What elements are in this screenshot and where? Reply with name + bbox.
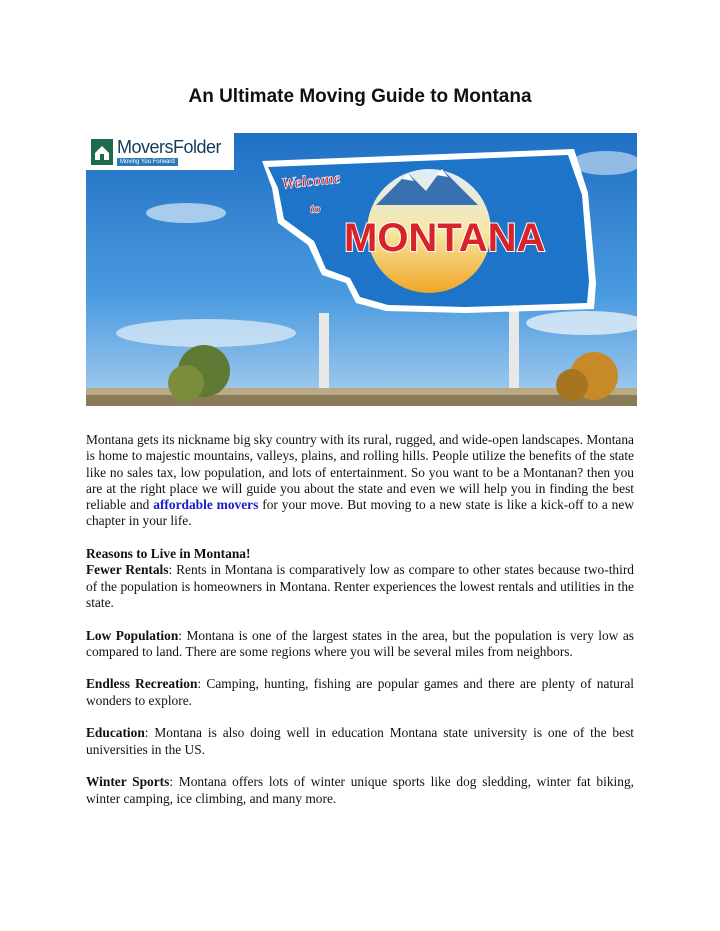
sign-state-text: MONTANA: [344, 216, 546, 260]
reason-paragraph: [86, 546, 634, 611]
reasons-heading: Reasons to Live in Montana!: [86, 546, 251, 562]
reason-paragraph: [86, 725, 634, 758]
reason-term: Fewer Rentals: [86, 562, 169, 578]
sign-to-text: to: [310, 202, 321, 217]
article-body: [86, 432, 634, 823]
reason-term: Education: [86, 725, 145, 741]
reason-text: : Montana is also doing well in education Montana state university is one of the best universities in the US.: [86, 725, 634, 757]
reason-term: Winter Sports: [86, 774, 170, 790]
sign-welcome-text: Welcome: [280, 169, 342, 193]
reason-paragraph: [86, 676, 634, 709]
reason-paragraph: [86, 774, 634, 807]
reason-paragraph: [86, 628, 634, 661]
house-icon: [91, 139, 113, 165]
moversfolder-logo: [86, 133, 234, 170]
reason-text: : Rents in Montana is comparatively low as compare to other states because two-third of the population is homeowners in Montana. Renter experiences the lowest rentals and utilities in the state.: [86, 562, 634, 610]
welcome-sign-photo: [86, 133, 637, 406]
reason-term: Low Population: [86, 627, 179, 643]
intro-paragraph: [86, 432, 634, 530]
page-title: An Ultimate Moving Guide to Montana: [188, 86, 532, 107]
affordable-movers-link[interactable]: affordable movers: [153, 497, 259, 513]
reason-text: : Camping, hunting, fishing are popular games and there are plenty of natural wonders to explore.: [86, 676, 634, 708]
intro-text-before: Montana gets its nickname big sky country with its rural, rugged, and wide-open landscapes. Montana is home to majestic mountains, valleys, plains, and rolling hills. People utilize the benefits of the state like no sales tax, low population, and lots of entertainment. So you want to be a Montanan? then you are at the right place we will guide you about the state and even we will help you in finding the best reliable and: [86, 432, 634, 513]
logo-name: MoversFolder: [117, 136, 222, 157]
hero-image: [86, 133, 637, 406]
logo-tagline: Moving You Forward: [117, 158, 178, 166]
reason-text: : Montana is one of the largest states in the area, but the population is very low as compared to land. There are some regions where you will be several miles from neighbors.: [86, 627, 634, 659]
reason-term: Endless Recreation: [86, 676, 198, 692]
reason-text: : Montana offers lots of winter unique sports like dog sledding, winter fat biking, winter camping, ice climbing, and many more.: [86, 774, 634, 806]
intro-text-after: for your move. But moving to a new state is like a kick-off to a new chapter in your life.: [86, 497, 634, 529]
